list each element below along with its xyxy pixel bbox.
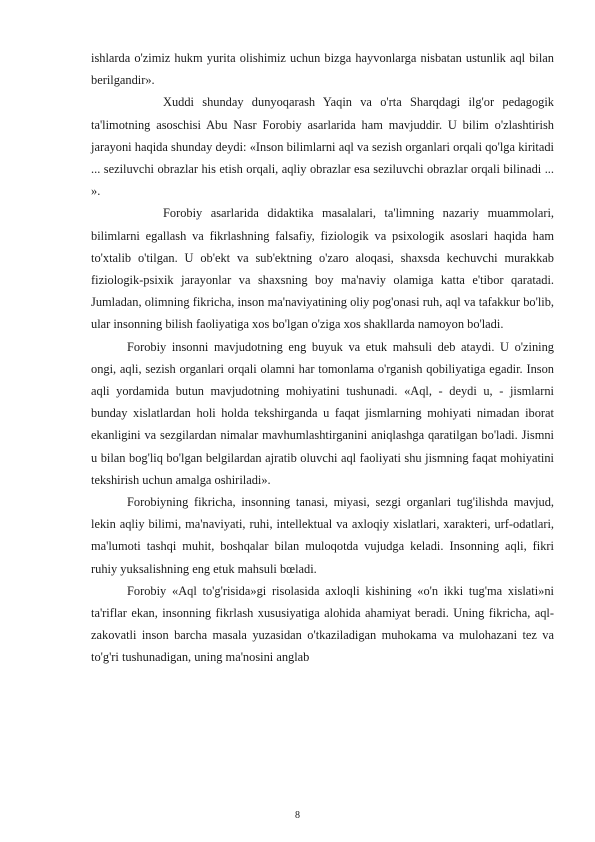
page-number: 8	[295, 810, 300, 821]
paragraph-3: Forobiy asarlarida didaktika masalalari, ta'limning nazariy muammolari, bilimlarni egallash va fikrlashning falsafiy, fiziologik va psixologik asoslari haqida ham to'xtalib o'tilgan. U ob'ekt va sub'ektning o'zaro aloqasi, shaxsda kechuvchi murakkab fiziologik-psixik jarayonlar va shaxsning boy ma'naviy olamiga katta e'tibor qaratadi. Jumladan, olimning fikricha, inson ma'naviyatining oliy pog'onasi ruh, aql va tafakkur bo'lib, ular insonning bilish faoliyatiga xos bo'lgan o'ziga xos shakllarda namoyon bo'ladi.	[91, 206, 554, 332]
paragraph-1: ishlarda o'zimiz hukm yurita olishimiz uchun bizga hayvonlarga nisbatan ustunlik aql bilan berilgandir».	[91, 51, 554, 88]
paragraph-2: Xuddi shunday dunyoqarash Yaqin va o'rta Sharqdagi ilg'or pedagogik ta'limotning asoschisi Abu Nasr Forobiy asarlarida ham mavjuddir. U bilim o'zlashtirish jarayoni haqida shunday deydi: «Inson bilimlarni aql va sezish organlari orqali qo'lga kiritadi ... seziluvchi obrazlar his etish orqali, aqliy obrazlar esa seziluvchi obrazlar orqali bilinadi ... ».	[91, 95, 554, 199]
paragraph-5: Forobiyning fikricha, insonning tanasi, miyasi, sezgi organlari tug'ilishda mavjud, lekin aqliy bilimi, ma'naviyati, ruhi, intellektual va axloqiy xislatlari, xarakteri, urf-odatlari, ma'lumoti tashqi muhit, boshqalar bilan muloqotda vujudga keladi. Insonning aqli, fikri ruhiy yuksalishning eng etuk mahsuli bœladi.	[91, 495, 554, 576]
document-page	[91, 47, 554, 669]
paragraph-6: Forobiy «Aql to'g'risida»gi risolasida axloqli kishining «o'n ikki tug'ma xislati»ni ta'riflar ekan, insonning fikrlash xususiyatiga alohida ahamiyat beradi. Uning fikricha, aql-zakovatli inson barcha masala yuzasidan o'tkaziladigan muhokama va mulohazani tez va to'g'ri tushunadigan, uning ma'nosini anglab	[91, 583, 554, 665]
paragraph-4: Forobiy insonni mavjudotning eng buyuk va etuk mahsuli deb ataydi. U o'zining ongi, aqli, sezish organlari orqali olamni har tomonlama o'rganish qobiliyatiga egadir. Inson aqli yordamida butun mavjudotning mohiyatini tushunadi. «Aql, - deydi u, - jismlarni bunday xislatlardan holi holda tekshirganda u faqat jismlarning mohiyati nimadan iborat ekanligini va sezgilardan nimalar mavhumlashtirganini aniqlashga qaratilgan bo'ladi. Jismni u bilan bog'liq bo'lgan belgilardan ajratib oluvchi aql faoliyati shu jismning faqat mohiyatini tekshirish uchun amalga oshiriladi».	[91, 339, 554, 487]
